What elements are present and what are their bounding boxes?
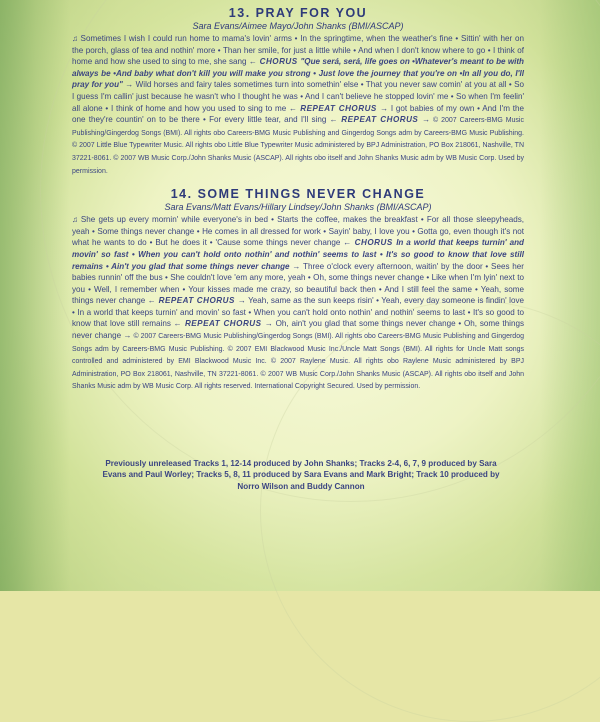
- chorus-marker: CHORUS: [351, 238, 397, 248]
- chorus-marker: REPEAT CHORUS: [181, 319, 265, 329]
- song-title: 14. SOME THINGS NEVER CHANGE: [170, 187, 426, 202]
- lyric-text: I got babies of my own • And I'm the one they're countin' on to be there • For every little tear, and I'll sing: [72, 103, 524, 125]
- arrow-icon: →: [123, 331, 132, 341]
- song-lyrics: [72, 33, 524, 177]
- copyright-text: © 2007 Careers-BMG Music Publishing/Gingerdog Songs (BMI). All rights obo Careers-BMG Music Publishing and Gingerdog Songs adm by Careers-BMG Music Publishing. © 2007 Little Blue Typewriter Music. All rights obo Little Blue Typewriter Music administered by BPJ Administration, PO Box 218061, Nashville, TN 37221-8061. © 2007 WB Music Corp./John Shanks Music (ASCAP). All rights obo itself and John Shanks Music adm by WB Music Corp. Used by permission.: [72, 117, 524, 175]
- lyric-text: Wild horses and fairy tales sometimes turn into somethin' else • That you never saw comin' at you at all • So I guess I'm callin' just because he wasn't who I thought he was • And I can't believe he stopped lovin' me • So when I'm feelin' all alone • I think of home and how you used to sing to me: [72, 80, 524, 113]
- lyric-text: Three o'clock every afternoon, waitin' by the door • Sees her babies runnin' off the bus • She couldn't love 'em any more, yeah • Oh, some things never change • Like when I'm lyin' next to you • Well, I remember when • Your kisses made me crazy, so beautiful back then • And I still feel the same • Yeah, some things never change: [72, 261, 524, 306]
- arrow-icon: ←: [147, 296, 156, 306]
- lyric-text: Yeah, same as the sun keeps risin' • Yeah, every day someone is findin' love • In a world that keeps turnin' and movin' so fast • When you can't hold onto nothin' and nothin' seems to last • It's so good to know that love still remains: [72, 296, 524, 329]
- arrow-icon: →: [292, 261, 301, 271]
- lyric-text: She gets up every mornin' while everyone's in bed • Starts the coffee, makes the breakfast • For all those sleepyheads, yeah • Some things never change • He comes in all dressed for work • Sayin' baby, I love you • Gotta go, even though it's not what he wants to do • But he does it • 'Cause some things never change: [72, 215, 525, 248]
- lyrics-page: [72, 6, 524, 393]
- lyric-text: Oh, ain't you glad that some things never change • Oh, some things never change: [72, 319, 524, 341]
- arrow-icon: →: [237, 296, 246, 306]
- arrow-icon: →: [264, 319, 273, 329]
- chorus-text: In a world that keeps turnin' and movin' so fast • When you can't hold onto nothin' and nothin' seems to last • It's so good to know that love still remains • Ain't you glad that some things never change: [72, 238, 525, 271]
- arrow-icon: ←: [173, 319, 182, 329]
- arrow-icon: ←: [329, 115, 338, 125]
- song-credits: Sara Evans/Aimee Mayo/John Shanks (BMI/ASCAP): [192, 21, 404, 31]
- chorus-marker: REPEAT CHORUS: [155, 296, 238, 306]
- arrow-icon: ←: [248, 57, 257, 67]
- music-note-icon: ♫: [72, 215, 79, 225]
- song-lyrics: [72, 214, 524, 393]
- song-title: 13. PRAY FOR YOU: [228, 6, 368, 20]
- arrow-icon: ←: [289, 103, 297, 113]
- lyric-text: Sometimes I wish I could run home to mama's lovin' arms • In the springtime, when the weather's fine • Sittin' with her on the porch, glass of tea and nothin' more • Than her smile, for just a little while • And when I don't know where to go • I think of home and how she used to sing to me, she sang: [72, 34, 524, 67]
- chorus-marker: REPEAT CHORUS: [337, 115, 423, 125]
- chorus-marker: CHORUS: [256, 57, 301, 67]
- arrow-icon: →: [125, 80, 134, 90]
- song-credits: Sara Evans/Matt Evans/Hillary Lindsey/John Shanks (BMI/ASCAP): [164, 202, 432, 213]
- arrow-icon: ←: [343, 238, 352, 248]
- song-block-13: [72, 6, 524, 177]
- song-block-14: [72, 187, 524, 393]
- copyright-text: © 2007 Careers-BMG Music Publishing/Gingerdog Songs (BMI). All rights obo Careers-BMG Music Publishing and Gingerdog Songs adm by Careers-BMG Music Publishing. © 2007 EMI Blackwood Music Inc./Uncle Matt Songs (BMI). All rights for Uncle Matt songs controlled and administered by EMI Blackwood Music Inc. © 2007 Raylene Music. All rights obo Raylene Music administered by BPJ Administration, PO Box 218061, Nashville, TN 37221-8061. © 2007 WB Music Corp./John Shanks Music (ASCAP). All rights obo itself and John Shanks Music adm by WB Music Corp. All rights reserved. International Copyright Secured. Used by permission.: [72, 333, 524, 391]
- chorus-text: "Que será, será, life goes on •Whatever's meant to be with always be •And baby what don't kill you will make you strong • Just love the journey that you're on •In all you do, I'll pray for you": [72, 57, 524, 90]
- arrow-icon: →: [422, 115, 431, 125]
- music-note-icon: ♫: [72, 34, 79, 43]
- production-notes: Previously unreleased Tracks 1, 12-14 produced by John Shanks; Tracks 2-4, 6, 7, 9 produced by Sara Evans and Paul Worley; Tracks 5, 8, 11 produced by Sara Evans and Mark Bright; Track 10 produced by Norro Wilson and Buddy Cannon: [102, 459, 500, 491]
- chorus-marker: REPEAT CHORUS: [297, 103, 381, 113]
- arrow-icon: →: [380, 103, 389, 113]
